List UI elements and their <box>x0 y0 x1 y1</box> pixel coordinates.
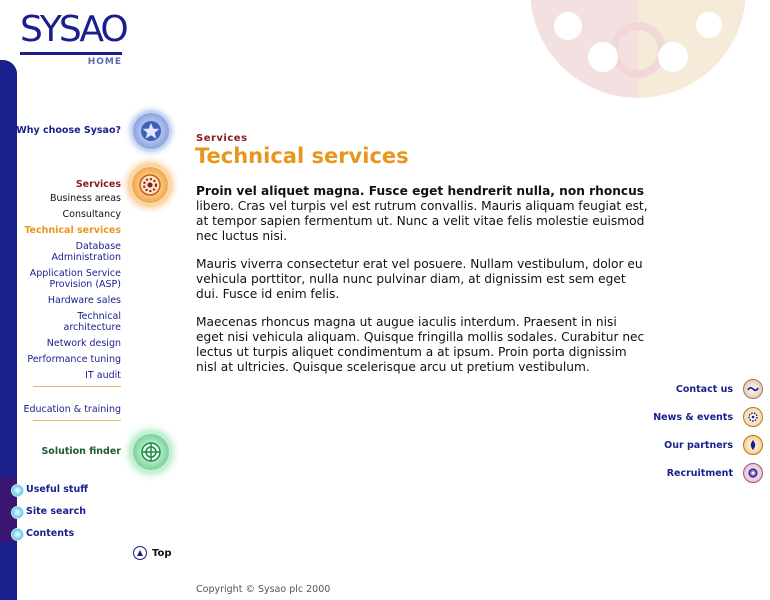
gear-icon-svg <box>138 173 162 197</box>
paragraph-3: Maecenas rhoncus magna ut augue iaculis interdum. Praesent in nisi eget nisi vehicula aliquam. Quisque fringilla mollis sodales. Curabitur nec lectus ut turpis aliquet condimentum a at ipsum. Proin porta dignissim nisl at ultricies. Quisque scelerisque arcu ut pretium vestibulum. <box>196 315 645 374</box>
main-content <box>196 184 648 375</box>
recruitment-link[interactable]: Recruitment <box>666 468 733 479</box>
nav-divider <box>33 420 121 421</box>
partners-icon[interactable] <box>743 435 763 455</box>
paragraph-1-text: libero. Cras vel turpis vel est rutrum convallis. Mauris aliquam feugiat est, at tempor sapien fermentum ut. Nunc a velit vitae felis molestie euismod nec luctus nisi. <box>196 199 648 243</box>
logo[interactable] <box>20 9 126 67</box>
paragraph-1 <box>196 184 648 244</box>
nav-item-hardware-sales[interactable]: Hardware sales <box>47 295 121 306</box>
section-eyebrow: Services <box>196 133 248 144</box>
news-icon-svg <box>747 411 759 423</box>
contact-icon[interactable] <box>743 379 763 399</box>
nav-item-technical-architecture[interactable]: Technical architecture <box>63 311 121 333</box>
nav-education[interactable]: Education & training <box>23 404 121 415</box>
nav-item-business-areas[interactable]: Business areas <box>49 193 121 204</box>
news-icon[interactable] <box>743 407 763 427</box>
nav-divider <box>33 386 121 387</box>
page-title: Technical services <box>195 144 409 168</box>
contents-link[interactable]: Contents <box>26 528 75 539</box>
deco-dot <box>588 42 618 72</box>
nav-services[interactable]: Services <box>75 179 121 190</box>
deco-dot <box>554 12 582 40</box>
nav-item-performance-tuning[interactable]: Performance tuning <box>27 354 121 365</box>
deco-dot <box>658 42 688 72</box>
target-icon-svg <box>140 441 162 463</box>
nav-item-consultancy[interactable]: Consultancy <box>62 209 121 220</box>
recruitment-icon-svg <box>747 467 759 479</box>
bullet-icon <box>11 484 24 497</box>
gear-icon[interactable] <box>132 167 168 203</box>
copyright-text: Copyright © Sysao plc 2000 <box>196 584 331 595</box>
nav-item-database-administration[interactable]: Database Administration <box>51 241 121 263</box>
bullet-icon <box>11 506 24 519</box>
home-link[interactable]: HOME <box>87 57 122 67</box>
star-icon[interactable] <box>133 113 169 149</box>
background-decoration <box>530 0 746 98</box>
recruitment-icon[interactable] <box>743 463 763 483</box>
logo-underline <box>20 52 122 55</box>
paragraph-2: Mauris viverra consectetur erat vel posuere. Nullam vestibulum, dolor eu vehicula porttitor, nulla nunc pulvinar diam, at dignissim est sem eget dui. Fusce id enim felis. <box>196 257 643 301</box>
nav-why-choose[interactable]: Why choose Sysao? <box>16 125 121 136</box>
lead-sentence: Proin vel aliquet magna. Fusce eget hendrerit nulla, non rhoncus <box>196 184 645 198</box>
our-partners-link[interactable]: Our partners <box>664 440 733 451</box>
logo-text: SYSAO <box>20 9 126 50</box>
contact-icon-svg <box>747 383 759 395</box>
arrow-up-icon[interactable] <box>133 546 147 560</box>
bullet-icon <box>11 528 24 541</box>
nav-item-it-audit[interactable]: IT audit <box>85 370 121 381</box>
top-link[interactable]: Top <box>152 548 172 559</box>
target-icon[interactable] <box>133 434 169 470</box>
nav-item-application-service-provision-asp[interactable]: Application Service Provision (ASP) <box>29 268 121 290</box>
nav-solution-finder[interactable]: Solution finder <box>41 446 121 457</box>
site-search-link[interactable]: Site search <box>26 506 86 517</box>
star-icon-svg <box>140 120 162 142</box>
useful-stuff-link[interactable]: Useful stuff <box>26 484 88 495</box>
nav-item-technical-services[interactable]: Technical services <box>24 225 121 236</box>
deco-dot <box>696 12 722 38</box>
deco-ring <box>610 22 666 78</box>
arrow-up-svg <box>136 549 144 557</box>
news-events-link[interactable]: News & events <box>653 412 733 423</box>
contact-us-link[interactable]: Contact us <box>675 384 733 395</box>
nav-item-network-design[interactable]: Network design <box>46 338 121 349</box>
partners-icon-svg <box>747 439 759 451</box>
